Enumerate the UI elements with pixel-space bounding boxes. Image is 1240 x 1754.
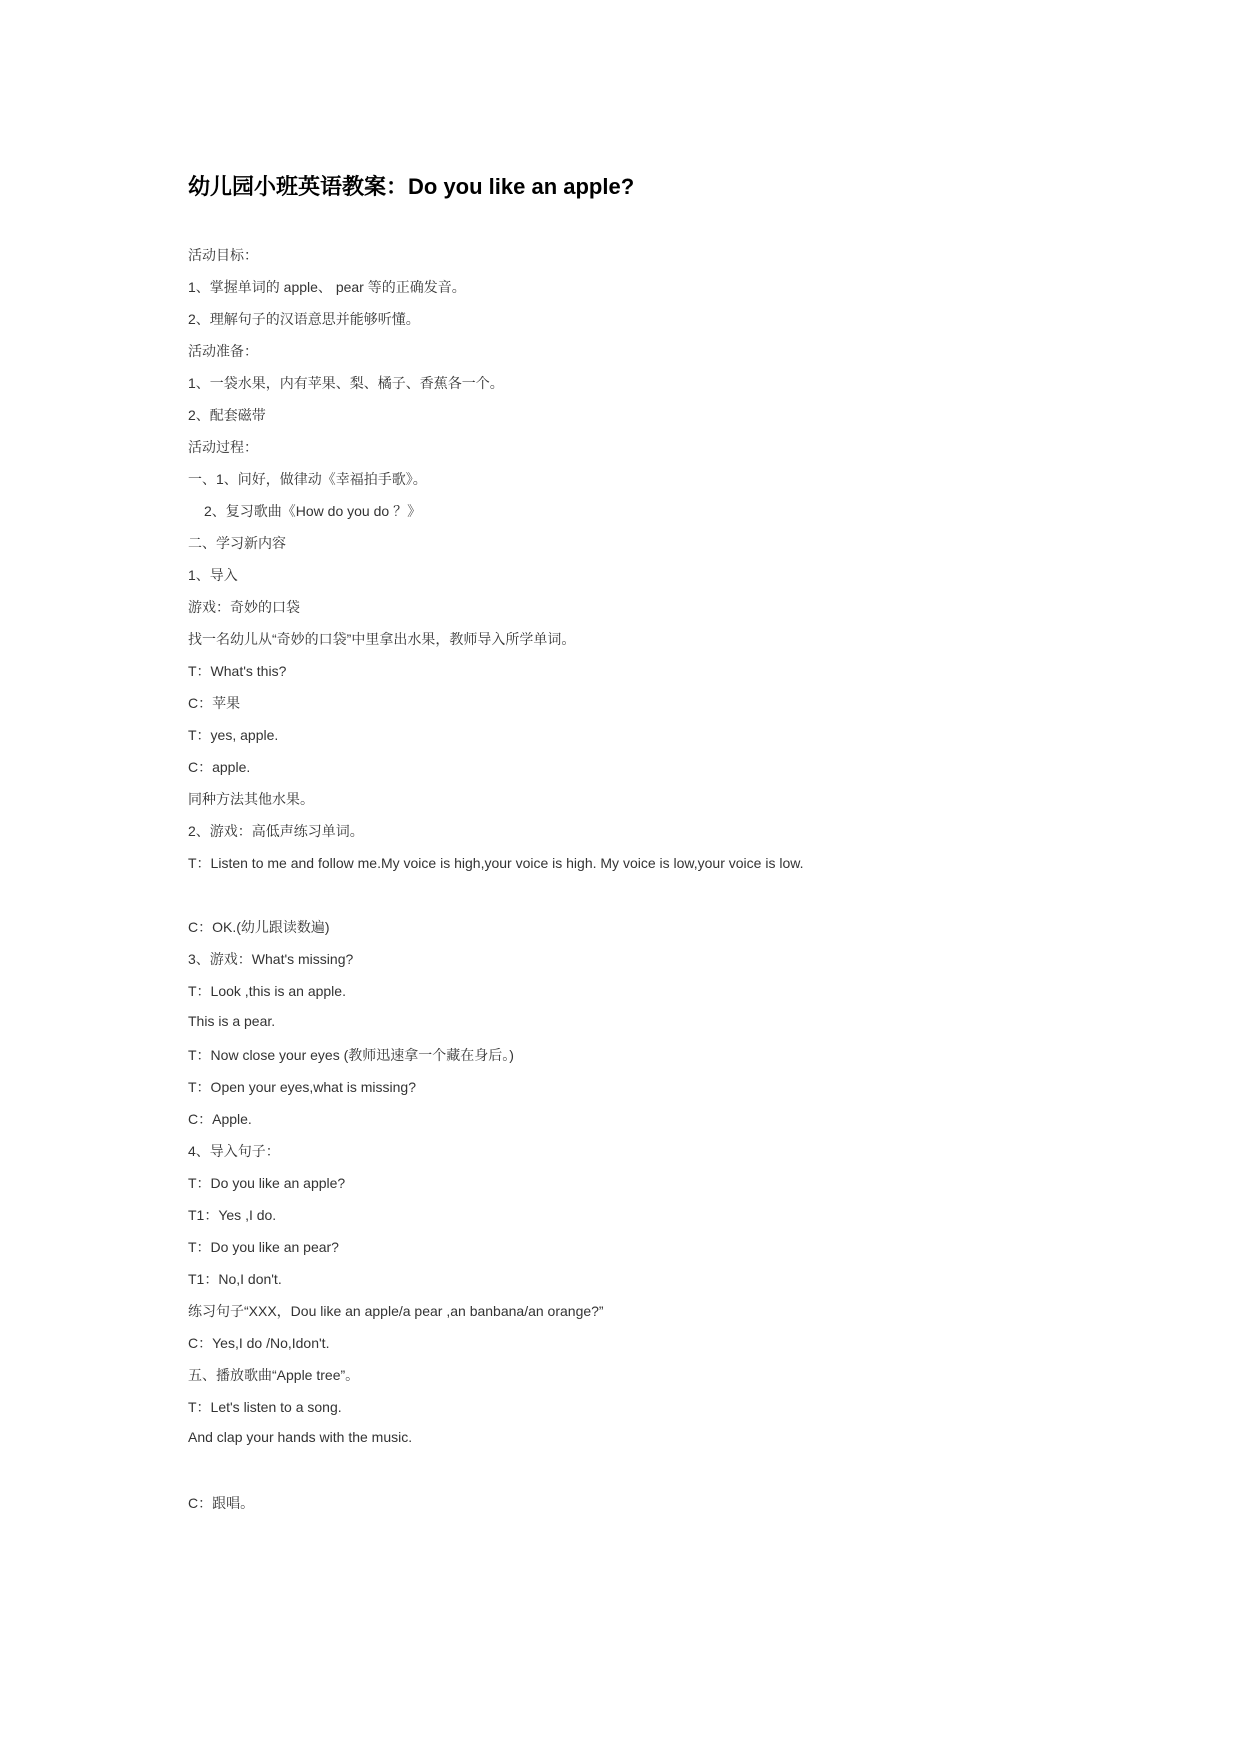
section-heading-preparation: 活动准备： — [188, 343, 258, 359]
game-description: 找一名幼儿从“奇妙的口袋”中里拿出水果，教师导入所学单词。 — [188, 631, 576, 647]
dialogue-line: T：What's this? — [188, 663, 287, 679]
dialogue-line: T：Look ,this is an apple. — [188, 983, 346, 999]
dialogue-line: C：apple. — [188, 759, 251, 775]
dialogue-line: And clap your hands with the music. — [188, 1429, 413, 1445]
dialogue-line: T：Do you like an apple? — [188, 1175, 346, 1191]
dialogue-line: C：Apple. — [188, 1111, 252, 1127]
process-step-2: 二、学习新内容 — [188, 535, 286, 551]
dialogue-line: T：Listen to me and follow me.My voice is high,your voice is high. My voice is low,your voice is low. — [188, 855, 804, 871]
dialogue-line: T1：No,I don't. — [188, 1271, 282, 1287]
process-step-1: 一、1、问好，做律动《幸福拍手歌》。 — [188, 471, 427, 487]
goal-item-2: 2、理解句子的汉语意思并能够听懂。 — [188, 311, 420, 327]
game-whats-missing: 3、游戏：What's missing? — [188, 951, 354, 967]
step-sentences: 4、导入句子： — [188, 1143, 280, 1159]
page-title: 幼儿园小班英语教案：Do you like an apple? — [188, 174, 635, 199]
dialogue-line: T：Do you like an pear? — [188, 1239, 339, 1255]
dialogue-line: C：苹果 — [188, 695, 241, 711]
dialogue-line: This is a pear. — [188, 1013, 276, 1029]
dialogue-line: T：yes, apple. — [188, 727, 279, 743]
dialogue-line: C：OK.(幼儿跟读数遍) — [188, 919, 330, 935]
preparation-item-2: 2、配套磁带 — [188, 407, 266, 423]
game-magic-pocket: 游戏：奇妙的口袋 — [188, 599, 300, 615]
goal-item-1: 1、掌握单词的 apple、 pear 等的正确发音。 — [188, 279, 466, 295]
preparation-item-1: 1、一袋水果，内有苹果、梨、橘子、香蕉各一个。 — [188, 375, 504, 391]
dialogue-line: T：Now close your eyes (教师迅速拿一个藏在身后。) — [188, 1047, 514, 1063]
dialogue-line: C：Yes,I do /No,Idon't. — [188, 1335, 330, 1351]
dialogue-line: C：跟唱。 — [188, 1495, 255, 1511]
step-introduction: 1、导入 — [188, 567, 238, 583]
dialogue-line: T：Open your eyes,what is missing? — [188, 1079, 416, 1095]
practice-sentence: 练习句子“XXX，Dou like an apple/a pear ,an banbana/an orange?” — [188, 1303, 604, 1319]
dialogue-line: T1：Yes ,I do. — [188, 1207, 277, 1223]
note-line: 同种方法其他水果。 — [188, 791, 314, 807]
section-heading-process: 活动过程： — [188, 439, 258, 455]
process-step-1-sub-2: 2、复习歌曲《How do you do ？》 — [204, 503, 422, 519]
section-heading-goals: 活动目标： — [188, 247, 258, 263]
game-high-low-voice: 2、游戏：高低声练习单词。 — [188, 823, 364, 839]
dialogue-line: T：Let's listen to a song. — [188, 1399, 342, 1415]
process-step-5: 五、播放歌曲“Apple tree”。 — [188, 1367, 360, 1383]
